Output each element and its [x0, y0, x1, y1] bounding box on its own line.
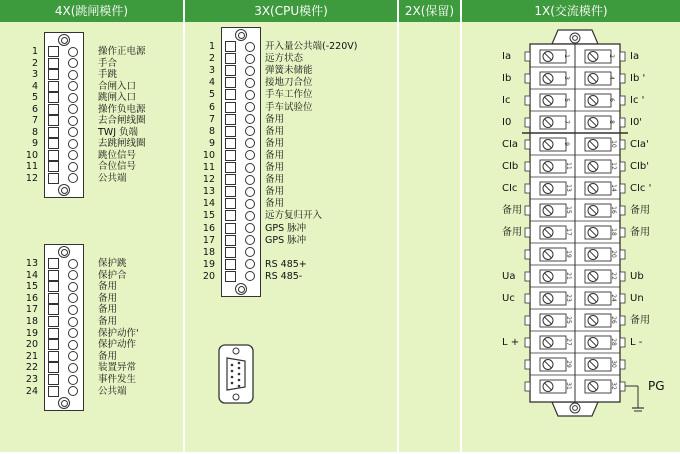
terminal-label: 弹簧未储能 — [265, 65, 313, 77]
terminal-screw-icon — [225, 247, 236, 258]
signal-label-left: L + — [502, 337, 520, 348]
terminal-number: 17 — [25, 304, 38, 316]
side-tab — [525, 338, 530, 347]
signal-label-left: CIb — [502, 161, 519, 172]
terminal-number: 10 — [202, 149, 215, 161]
terminal-number: 2 — [607, 54, 615, 58]
terminal-number: 17 — [202, 234, 215, 246]
side-tab — [620, 52, 625, 61]
terminal-screw-icon — [48, 69, 59, 80]
signal-label-right: Ub — [630, 271, 644, 282]
terminal-number: 31 — [564, 382, 572, 390]
terminal-number: 20 — [202, 270, 215, 282]
terminal-screw-icon — [48, 150, 59, 161]
terminal-screw-icon — [48, 104, 59, 115]
terminal-label: 合位信号 — [98, 161, 137, 172]
terminal-hole-icon — [68, 317, 78, 327]
terminal-number: 23 — [25, 374, 38, 385]
terminal-hole-icon — [68, 139, 78, 149]
terminal-number: 12 — [202, 174, 215, 186]
header-4x: 4X(跳闸模件) — [0, 0, 185, 22]
terminal-label: 备用 — [265, 137, 285, 149]
side-tab — [620, 360, 625, 369]
terminal-screw-icon — [48, 304, 59, 315]
terminal-number: 26 — [609, 316, 617, 324]
terminal-number: 2 — [31, 57, 38, 69]
terminal-label: 保护跳 — [98, 258, 127, 269]
side-tab — [525, 162, 530, 171]
terminal-screw-icon — [48, 81, 59, 92]
terminal-number: 24 — [25, 385, 38, 397]
signal-label-left: Uc — [502, 293, 515, 304]
terminal-label: 保护动作 — [98, 339, 137, 351]
side-tab — [620, 140, 625, 149]
terminal-screw-icon — [225, 126, 236, 137]
side-tab — [620, 338, 625, 347]
signal-label-right: 备用 — [630, 315, 650, 326]
signal-label-left: Ia — [502, 51, 512, 62]
terminal-number: 21 — [564, 272, 572, 280]
terminal-label: 备用 — [98, 350, 118, 362]
terminal-label: 去跳闸线圈 — [98, 138, 146, 149]
terminal-screw-icon — [225, 198, 236, 209]
terminal-hole-icon — [68, 127, 78, 137]
terminal-number: 14 — [202, 198, 215, 210]
db9-connector-icon — [218, 344, 254, 404]
terminal-number: 2 — [208, 53, 215, 65]
terminal-label: 备用 — [265, 113, 285, 125]
terminal-number: 16 — [609, 206, 617, 214]
terminal-number: 5 — [562, 98, 570, 102]
terminal-number: 27 — [564, 338, 572, 346]
side-tab — [620, 250, 625, 259]
terminal-number: 18 — [609, 228, 617, 236]
mount-hole-icon — [235, 283, 247, 295]
terminal-screw-icon — [48, 127, 59, 138]
terminal-label: 操作正电源 — [98, 46, 146, 57]
signal-label-left: Ua — [502, 271, 516, 282]
terminal-label: 操作负电源 — [98, 103, 146, 115]
terminal-label: 保护动作' — [98, 327, 139, 339]
terminal-label: 接地刀合位 — [265, 77, 313, 89]
terminal-label: 备用 — [98, 304, 118, 316]
terminal-number: 15 — [564, 206, 572, 214]
pg-label: PG — [648, 379, 665, 393]
terminal-label: 备用 — [265, 149, 285, 161]
terminal-hole-icon — [245, 42, 255, 52]
terminal-number: 3 — [31, 69, 38, 80]
terminal-number: 17 — [564, 228, 572, 236]
terminal-screw-icon — [225, 89, 236, 100]
terminal-number: 32 — [609, 382, 617, 390]
terminal-hole-icon — [68, 282, 78, 292]
side-tab — [620, 294, 625, 303]
terminal-hole-icon — [245, 175, 255, 185]
signal-label-right: Un — [630, 293, 644, 304]
terminal-number: 25 — [564, 316, 572, 324]
terminal-label: 公共端 — [98, 385, 127, 397]
terminal-screw-icon — [48, 92, 59, 103]
terminal-number: 19 — [564, 250, 572, 258]
signal-label-left: 备用 — [502, 205, 522, 216]
terminal-number: 22 — [25, 362, 38, 374]
terminal-hole-icon — [68, 162, 78, 172]
terminal-number: 6 — [31, 103, 38, 115]
side-tab — [525, 250, 530, 259]
terminal-screw-icon — [225, 53, 236, 64]
terminal-label: 事件发生 — [98, 374, 137, 385]
terminal-number: 30 — [609, 360, 617, 368]
terminal-number: 15 — [25, 281, 38, 293]
terminal-number: 29 — [564, 360, 572, 368]
terminal-hole-icon — [245, 223, 255, 233]
terminal-screw-icon — [48, 258, 59, 269]
terminal-number: 23 — [564, 294, 572, 302]
terminal-hole-icon — [245, 211, 255, 221]
mount-hole-icon — [58, 184, 70, 196]
terminal-number: 21 — [25, 350, 38, 362]
terminal-screw-icon — [225, 223, 236, 234]
terminal-number: 4 — [31, 80, 38, 92]
terminal-number: 7 — [208, 113, 215, 125]
terminal-number: 9 — [562, 142, 570, 146]
signal-label-right: 备用 — [630, 227, 650, 238]
side-tab — [525, 118, 530, 127]
signal-label-right: Ia — [630, 51, 640, 62]
terminal-hole-icon — [245, 66, 255, 76]
terminal-screw-icon — [225, 271, 236, 282]
terminal-screw-icon — [48, 328, 59, 339]
terminal-number: 13 — [202, 186, 215, 198]
terminal-screw-icon — [225, 102, 236, 113]
mount-hole-icon — [235, 29, 247, 41]
terminal-number: 1 — [208, 41, 215, 52]
side-tab — [525, 52, 530, 61]
terminal-number: 10 — [25, 149, 38, 161]
terminal-label: 备用 — [265, 125, 285, 137]
terminal-screw-icon — [48, 386, 59, 397]
terminal-label: RS 485- — [265, 270, 303, 282]
terminal-screw-icon — [225, 150, 236, 161]
terminal-hole-icon — [68, 173, 78, 183]
signal-label-right: Ic ' — [630, 95, 645, 106]
terminal-hole-icon — [245, 90, 255, 100]
side-tab — [525, 206, 530, 215]
terminal-label: 备用 — [265, 174, 285, 186]
terminal-number: 16 — [25, 292, 38, 304]
side-tab — [620, 206, 625, 215]
panel-2x — [399, 22, 462, 452]
terminal-screw-icon — [225, 77, 236, 88]
terminal-hole-icon — [245, 54, 255, 64]
terminal-screw-icon — [48, 293, 59, 304]
terminal-screw-icon — [225, 186, 236, 197]
terminal-number: 6 — [607, 98, 615, 102]
signal-label-left: 备用 — [502, 227, 522, 238]
terminal-number: 18 — [25, 316, 38, 327]
terminal-number: 6 — [208, 101, 215, 113]
terminal-number: 28 — [609, 338, 617, 346]
terminal-label: 备用 — [98, 292, 118, 304]
terminal-label: 合闸入口 — [98, 80, 137, 92]
terminal-screw-icon — [225, 162, 236, 173]
side-tab — [620, 316, 625, 325]
side-tab — [525, 272, 530, 281]
mount-hole-icon — [570, 33, 580, 43]
terminal-label: 备用 — [265, 186, 285, 198]
terminal-hole-icon — [68, 93, 78, 103]
terminal-hole-icon — [68, 305, 78, 315]
side-tab — [525, 228, 530, 237]
terminal-screw-icon — [225, 138, 236, 149]
side-tab — [620, 184, 625, 193]
terminal-number: 4 — [607, 76, 615, 80]
terminal-hole-icon — [68, 363, 78, 373]
terminal-number: 5 — [31, 92, 38, 103]
side-tab — [620, 382, 625, 391]
panel-1x — [462, 22, 680, 452]
terminal-number: 14 — [609, 184, 617, 192]
signal-label-left: I0 — [502, 117, 512, 128]
signal-label-left: Ib — [502, 73, 512, 84]
terminal-number: 3 — [562, 76, 570, 80]
terminal-number: 14 — [25, 269, 38, 281]
terminal-label: 备用 — [98, 281, 118, 293]
side-tab — [525, 184, 530, 193]
side-tab — [525, 294, 530, 303]
terminal-hole-icon — [68, 375, 78, 385]
terminal-hole-icon — [68, 150, 78, 160]
panel-3x — [185, 22, 399, 452]
terminal-number: 8 — [607, 120, 615, 124]
side-tab — [525, 96, 530, 105]
terminal-label: 远方复归开入 — [265, 210, 323, 222]
terminal-screw-icon — [48, 46, 59, 57]
terminal-label: 去合闸线圈 — [98, 115, 146, 126]
terminal-screw-icon — [48, 316, 59, 327]
terminal-number: 9 — [208, 137, 215, 149]
terminal-label: 跳闸入口 — [98, 92, 137, 103]
terminal-screw-icon — [48, 270, 59, 281]
side-tab — [620, 228, 625, 237]
side-tab — [620, 74, 625, 83]
signal-label-right: L - — [630, 337, 643, 348]
terminal-label: 手车工作位 — [265, 89, 313, 101]
terminal-number: 20 — [25, 339, 38, 351]
terminal-number: 8 — [31, 126, 38, 138]
terminal-label: 远方状态 — [265, 53, 304, 65]
terminal-number: 3 — [208, 65, 215, 77]
terminal-number: 12 — [609, 162, 617, 170]
mount-hole-icon — [570, 403, 580, 413]
terminal-label: 备用 — [265, 198, 285, 210]
terminal-label: 手车试验位 — [265, 101, 313, 113]
terminal-hole-icon — [245, 78, 255, 88]
terminal-label: 装置异常 — [98, 362, 137, 374]
terminal-number: 1 — [562, 54, 570, 58]
terminal-hole-icon — [68, 116, 78, 126]
side-tab — [620, 162, 625, 171]
side-tab — [525, 140, 530, 149]
terminal-screw-icon — [225, 259, 236, 270]
terminal-screw-icon — [48, 281, 59, 292]
side-tab — [525, 360, 530, 369]
terminal-screw-icon — [225, 174, 236, 185]
mount-hole-icon — [58, 34, 70, 46]
terminal-screw-icon — [225, 235, 236, 246]
terminal-number: 19 — [202, 258, 215, 270]
terminal-number: 24 — [609, 294, 617, 302]
side-tab — [525, 74, 530, 83]
terminal-hole-icon — [68, 340, 78, 350]
side-tab — [525, 382, 530, 391]
header-2x: 2X(保留) — [399, 0, 462, 22]
terminal-label: GPS 脉冲 — [265, 222, 307, 234]
terminal-hole-icon — [68, 47, 78, 57]
terminal-label: 跳位信号 — [98, 149, 137, 161]
terminal-label: TWJ 负端 — [98, 126, 139, 138]
signal-label-right: CIb' — [630, 161, 650, 172]
terminal-hole-icon — [245, 187, 255, 197]
terminal-number: 19 — [25, 327, 38, 339]
terminal-number: 9 — [31, 138, 38, 149]
signal-label-right: Ib ' — [630, 73, 646, 84]
terminal-screw-icon — [48, 138, 59, 149]
terminal-number: 8 — [208, 125, 215, 137]
terminal-number: 7 — [562, 120, 570, 124]
side-tab — [620, 118, 625, 127]
terminal-number: 11 — [25, 161, 38, 172]
terminal-number: 13 — [564, 184, 572, 192]
signal-label-right: 备用 — [630, 205, 650, 216]
panel-4x — [0, 22, 185, 452]
terminal-number: 18 — [202, 246, 215, 258]
terminal-label: 备用 — [265, 162, 285, 173]
terminal-number: 16 — [202, 222, 215, 234]
terminal-hole-icon — [68, 70, 78, 80]
terminal-number: 11 — [564, 162, 572, 170]
mount-hole-icon — [58, 246, 70, 258]
terminal-screw-icon — [48, 115, 59, 126]
terminal-label: 备用 — [98, 316, 118, 327]
terminal-label: RS 485+ — [265, 258, 307, 270]
terminal-screw-icon — [225, 114, 236, 125]
signal-label-right: CIc ' — [630, 183, 652, 194]
signal-label-right: I0' — [630, 117, 643, 128]
terminal-hole-icon — [245, 199, 255, 209]
terminal-screw-icon — [48, 173, 59, 184]
terminal-number: 5 — [208, 89, 215, 101]
terminal-number: 13 — [25, 258, 38, 269]
terminal-screw-icon — [48, 351, 59, 362]
signal-label-left: CIc — [502, 183, 518, 194]
side-tab — [620, 96, 625, 105]
terminal-screw-icon — [225, 41, 236, 52]
terminal-number: 22 — [609, 272, 617, 280]
terminal-number: 7 — [31, 115, 38, 126]
header-3x: 3X(CPU模件) — [185, 0, 399, 22]
terminal-screw-icon — [48, 58, 59, 69]
terminal-number: 1 — [31, 46, 38, 57]
terminal-number: 12 — [25, 172, 38, 184]
signal-label-left: Ic — [502, 95, 511, 106]
terminal-hole-icon — [68, 81, 78, 91]
terminal-label: 开入量公共端(-220V) — [265, 41, 358, 52]
signal-label-left: CIa — [502, 139, 519, 150]
side-tab — [525, 316, 530, 325]
terminal-screw-icon — [48, 339, 59, 350]
terminal-screw-icon — [225, 65, 236, 76]
terminal-label: 手跳 — [98, 69, 118, 80]
terminal-number: 20 — [609, 250, 617, 258]
terminal-hole-icon — [245, 163, 255, 173]
signal-label-right: CIa' — [630, 139, 649, 150]
terminal-screw-icon — [225, 210, 236, 221]
terminal-label: GPS 脉冲 — [265, 234, 307, 246]
side-tab — [620, 272, 625, 281]
terminal-screw-icon — [48, 161, 59, 172]
terminal-label: 保护合 — [98, 269, 127, 281]
terminal-screw-icon — [48, 362, 59, 373]
terminal-label: 手合 — [98, 57, 118, 69]
terminal-hole-icon — [68, 58, 78, 68]
terminal-number: 10 — [609, 140, 617, 148]
terminal-screw-icon — [48, 374, 59, 385]
terminal-label: 公共端 — [98, 172, 127, 184]
terminal-number: 11 — [202, 162, 215, 173]
terminal-number: 15 — [202, 210, 215, 222]
terminal-hole-icon — [68, 259, 78, 269]
terminal-hole-icon — [245, 102, 255, 112]
header-1x: 1X(交流模件) — [462, 0, 680, 22]
terminal-number: 4 — [208, 77, 215, 89]
terminal-hole-icon — [68, 104, 78, 114]
